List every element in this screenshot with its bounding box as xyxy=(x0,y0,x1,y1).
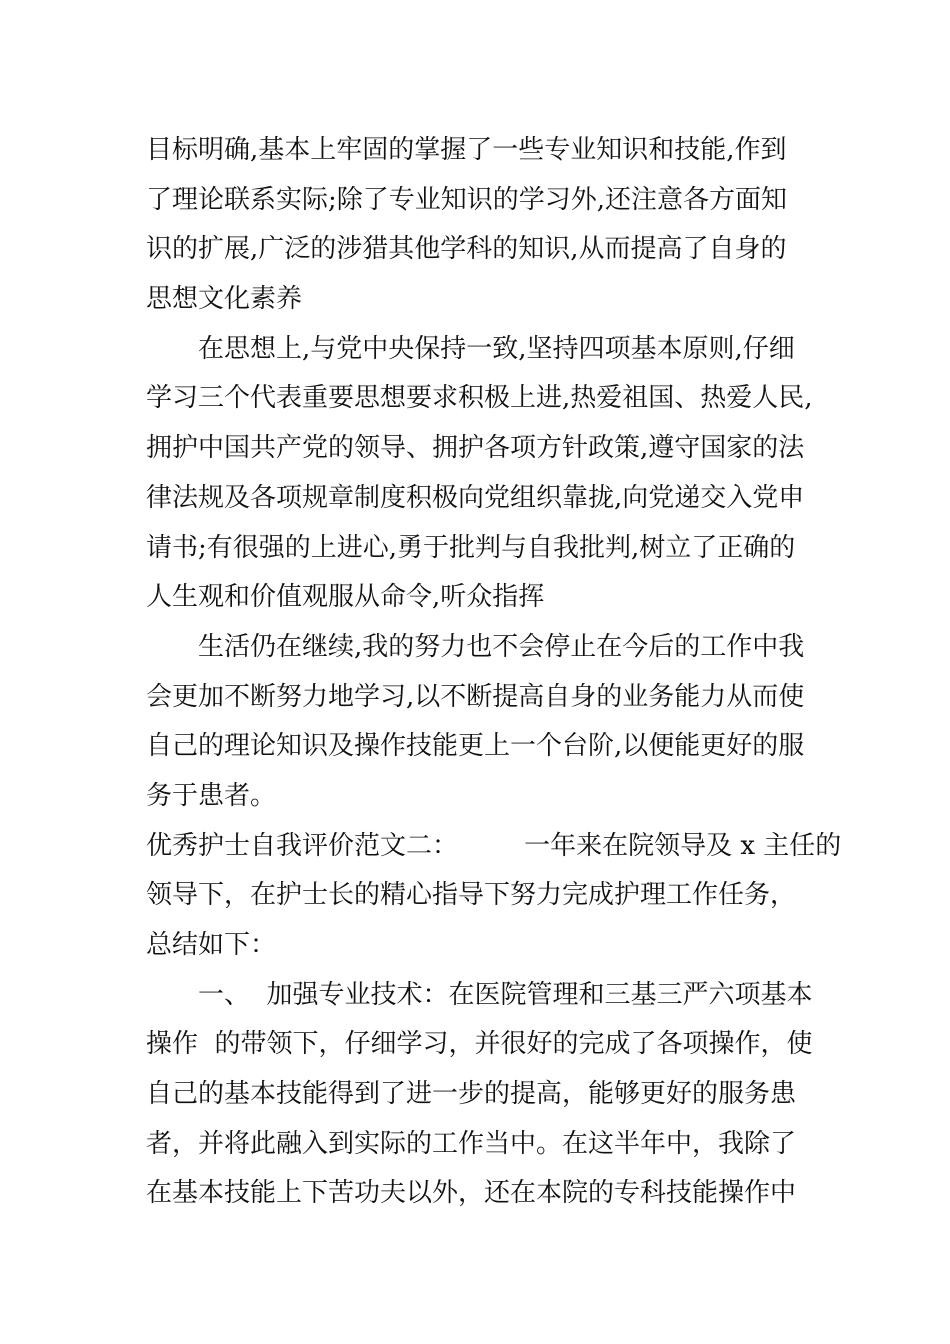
text-line: 人生观和价值观服从命令,听众指挥 xyxy=(146,582,545,613)
text-line: 操作 的带领下，仔细学习，并很好的完成了各项操作，使 xyxy=(146,1029,813,1060)
text-line: 律法规及各项规章制度积极向党组织靠拢,向党递交入党申 xyxy=(146,482,805,513)
text-line: 务于患者。 xyxy=(146,780,277,811)
text-line: 自己的理论知识及操作技能更上一个台阶,以便能更好的服 xyxy=(146,731,805,762)
text-line: 一、 加强专业技术：在医院管理和三基三严六项基本 xyxy=(198,979,813,1010)
text-line: 思想文化素养 xyxy=(146,284,303,315)
text-line: 识的扩展,广泛的涉猎其他学科的知识,从而提高了自身的 xyxy=(146,234,787,265)
document-body xyxy=(146,126,842,1219)
text-line: 总结如下： xyxy=(146,930,277,960)
text-line: 在基本技能上下苦功夫以外，还在本院的专科技能操作中 xyxy=(146,1178,797,1209)
text-line: 拥护中国共产党的领导、拥护各项方针政策,遵守国家的法 xyxy=(146,433,805,464)
text-line: 自己的基本技能得到了进一步的提高，能够更好的服务患 xyxy=(146,1079,797,1110)
text-line: 目标明确,基本上牢固的掌握了一些专业知识和技能,作到 xyxy=(146,135,787,165)
text-line: 会更加不断努力地学习,以不断提高自身的业务能力从而使 xyxy=(146,681,805,712)
text-line: 领导下，在护士长的精心指导下努力完成护理工作任务， xyxy=(146,880,797,911)
text-line: 在思想上,与党中央保持一致,坚持四项基本原则,仔细 xyxy=(198,333,795,364)
text-line: 生活仍在继续,我的努力也不会停止在今后的工作中我 xyxy=(198,631,805,662)
text-line: 了理论联系实际;除了专业知识的学习外,还注意各方面知 xyxy=(146,184,788,215)
text-line: 学习三个代表重要思想要求积极上进,热爱祖国、热爱人民, xyxy=(146,383,813,414)
text-line: 优秀护士自我评价范文二： 一年来在院领导及 x 主任的 xyxy=(146,830,842,861)
text-line: 请书;有很强的上进心,勇于批判与自我批判,树立了正确的 xyxy=(146,532,796,563)
text-line: 者，并将此融入到实际的工作当中。在这半年中，我除了 xyxy=(146,1128,797,1159)
